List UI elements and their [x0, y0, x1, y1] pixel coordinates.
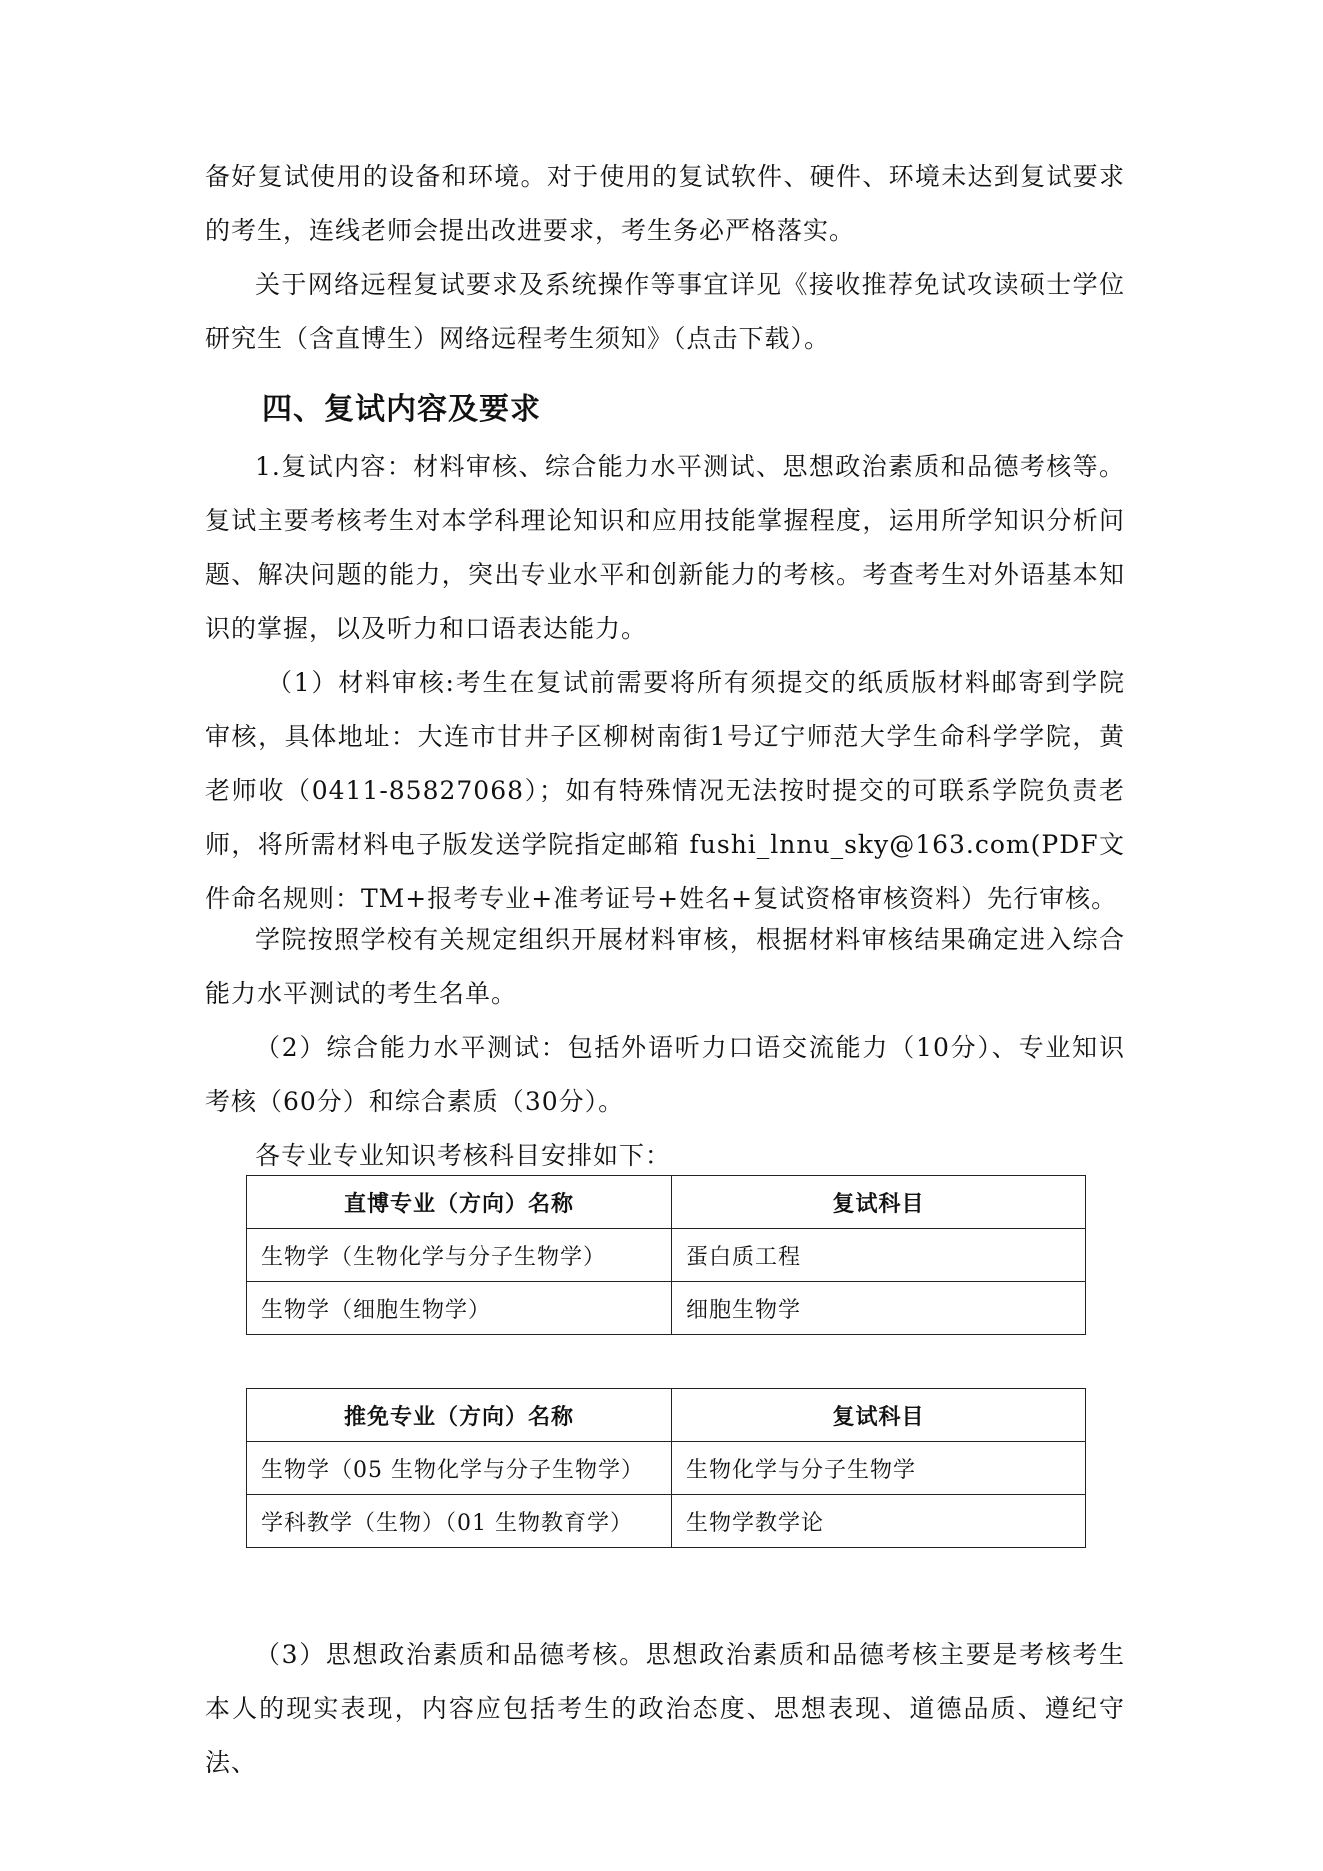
table-cell-subject: 蛋白质工程 [672, 1229, 1086, 1282]
table-row [247, 1282, 1086, 1335]
paragraph-retest-content: 1.复试内容：材料审核、综合能力水平测试、思想政治素质和品德考核等。复试主要考核考生对本学科理论知识和应用技能掌握程度，运用所学知识分析问题、解决问题的能力，突出专业水平和创新能力的考核。考查考生对外语基本知识的掌握，以及听力和口语表达能力。 [205, 452, 1125, 643]
table-cell-subject: 生物化学与分子生物学 [672, 1442, 1086, 1495]
table-header-subject: 复试科目 [672, 1176, 1086, 1229]
table-cell-major: 生物学（05 生物化学与分子生物学） [247, 1442, 672, 1495]
table-row [247, 1229, 1086, 1282]
table-cell-subject: 细胞生物学 [672, 1282, 1086, 1335]
table-cell-major: 生物学（细胞生物学） [247, 1282, 672, 1335]
section-heading: 四、复试内容及要求 [262, 392, 541, 427]
table-header-subject: 复试科目 [672, 1389, 1086, 1442]
paragraph-ability-test: （2）综合能力水平测试：包括外语听力口语交流能力（10分）、专业知识考核（60分）和综合素质（30分）。 [205, 1033, 1125, 1116]
paragraph-political-review: （3）思想政治素质和品德考核。思想政治素质和品德考核主要是考核考生本人的现实表现，内容应包括考生的政治态度、思想表现、道德品质、遵纪守法、 [205, 1640, 1125, 1777]
table-cell-subject: 生物学教学论 [672, 1495, 1086, 1548]
table-header-major: 推免专业（方向）名称 [247, 1389, 672, 1442]
paragraph-device-requirements: 备好复试使用的设备和环境。对于使用的复试软件、硬件、环境未达到复试要求的考生，连线老师会提出改进要求，考生务必严格落实。 [205, 162, 1125, 245]
table-row [247, 1495, 1086, 1548]
paragraph-material-review: （1）材料审核:考生在复试前需要将所有须提交的纸质版材料邮寄到学院审核，具体地址：大连市甘井子区柳树南街1号辽宁师范大学生命科学学院，黄老师收（0411-85827068）；如有特殊情况无法按时提交的可联系学院负责老师，将所需材料电子版发送学院指定邮箱 fushi_lnnu_sky@163.com(PDF文件命名规则：TM+报考专业+准考证号+姓名+复试资格审核资料）先行审核。 [205, 668, 1125, 913]
paragraph-review-result: 学院按照学校有关规定组织开展材料审核，根据材料审核结果确定进入综合能力水平测试的考生名单。 [205, 925, 1125, 1008]
table-header-major: 直博专业（方向）名称 [247, 1176, 672, 1229]
table-cell-major: 学科教学（生物）（01 生物教育学） [247, 1495, 672, 1548]
exempt-master-subject-table [246, 1388, 1086, 1548]
table-row [247, 1442, 1086, 1495]
table-header-row [247, 1389, 1086, 1442]
paragraph-subject-intro: 各专业专业知识考核科目安排如下： [255, 1141, 672, 1170]
paragraph-remote-notice: 关于网络远程复试要求及系统操作等事宜详见《接收推荐免试攻读硕士学位研究生（含直博生）网络远程考生须知》（点击下载）。 [205, 270, 1125, 353]
table-header-row [247, 1176, 1086, 1229]
table-cell-major: 生物学（生物化学与分子生物学） [247, 1229, 672, 1282]
direct-phd-subject-table [246, 1175, 1086, 1335]
